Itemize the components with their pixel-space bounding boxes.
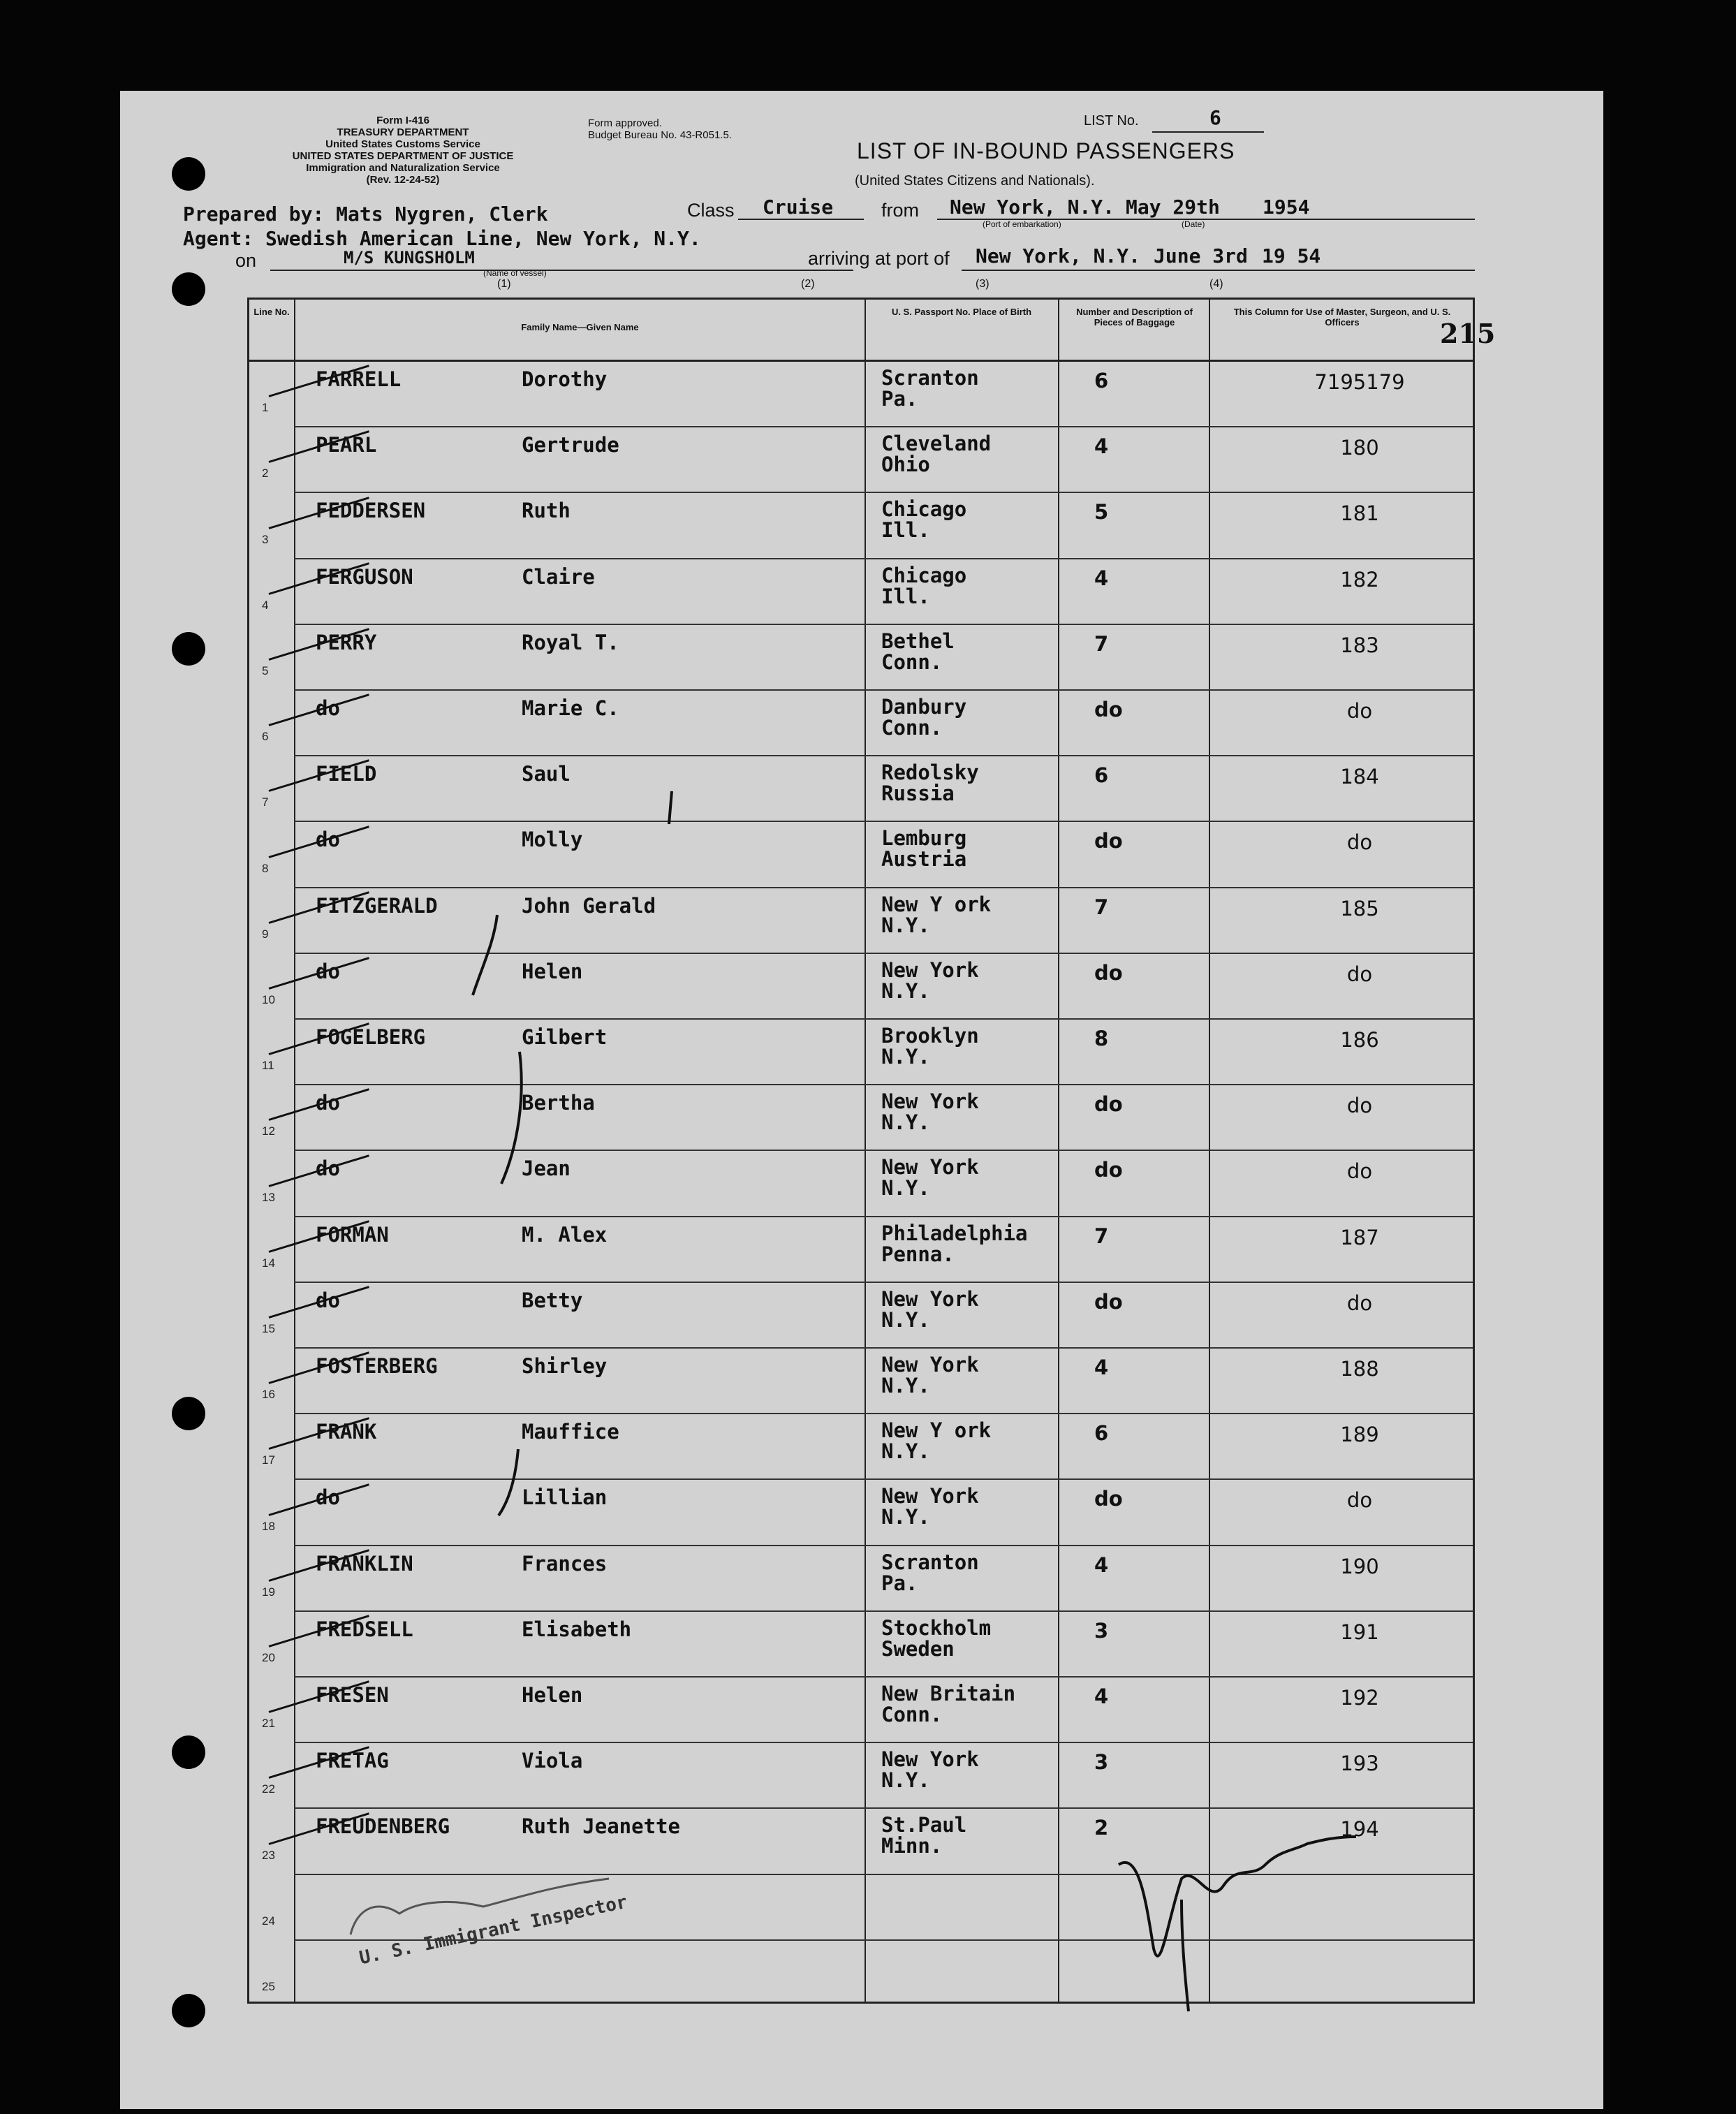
officer-number: 186 <box>1340 1028 1379 1052</box>
class-label: Class <box>687 200 735 221</box>
given-name: Frances <box>522 1551 608 1576</box>
place-of-birth-city: New York <box>881 1089 979 1114</box>
baggage-count: do <box>1094 698 1123 721</box>
officer-number: do <box>1346 830 1373 855</box>
line-number: 13 <box>262 1190 275 1204</box>
baggage-count: 4 <box>1094 1684 1109 1708</box>
arrival-date: June 3rd <box>1154 244 1248 267</box>
place-of-birth-state: Conn. <box>881 649 943 674</box>
line-number: 9 <box>262 927 269 941</box>
place-of-birth-state: N.Y. <box>881 1307 930 1332</box>
col-header-line: Line No. <box>253 307 290 317</box>
handwriting-layer <box>120 91 1603 2109</box>
place-of-birth-city: New York <box>881 1484 979 1509</box>
line-number: 7 <box>262 795 269 809</box>
family-name: FRESEN <box>316 1683 389 1707</box>
agent: Agent: Swedish American Line, New York, N.Y. <box>183 227 701 250</box>
from-year: 1954 <box>1263 196 1310 219</box>
place-of-birth-city: New Britain <box>881 1682 1016 1705</box>
baggage-count: 4 <box>1094 566 1109 590</box>
officer-number: do <box>1346 962 1373 986</box>
form-number: Form I-416 <box>376 115 429 126</box>
line-number: 11 <box>262 1059 274 1073</box>
col-header-passport: U. S. Passport No. Place of Birth <box>891 307 1032 317</box>
place-of-birth-state: N.Y. <box>881 1505 930 1529</box>
line-number: 14 <box>262 1256 275 1270</box>
given-name: Viola <box>522 1749 583 1773</box>
given-name: Helen <box>522 959 583 983</box>
place-of-birth-city: Chicago <box>881 497 967 522</box>
given-name: Jean <box>522 1157 571 1181</box>
place-of-birth-state: Conn. <box>881 1703 943 1726</box>
place-of-birth-state: Ill. <box>881 584 930 608</box>
place-of-birth-city: Lemburg <box>881 826 967 851</box>
line-number: 24 <box>262 1914 275 1928</box>
place-of-birth-state: Conn. <box>881 716 943 740</box>
given-name: Mauffice <box>522 1420 619 1444</box>
given-name: Saul <box>522 762 571 786</box>
family-name: do <box>316 959 340 983</box>
vessel-caption: (Name of vessel) <box>483 268 547 278</box>
line-number: 19 <box>262 1585 275 1599</box>
list-no-label: LIST No. <box>1084 113 1139 129</box>
family-name: FREDSELL <box>316 1617 413 1641</box>
place-of-birth-city: Redolsky <box>881 761 979 785</box>
family-name: FREUDENBERG <box>316 1814 450 1839</box>
family-name: do <box>316 696 340 720</box>
given-name: Gilbert <box>522 1025 608 1049</box>
given-name: Gertrude <box>522 433 619 457</box>
officer-number: 182 <box>1340 567 1379 592</box>
page-number: 215 <box>1440 318 1496 349</box>
line-number: 8 <box>262 861 269 875</box>
officer-number: 184 <box>1340 765 1379 789</box>
baggage-count: do <box>1094 1092 1123 1117</box>
given-name: Ruth <box>522 499 571 523</box>
given-name: Bertha <box>522 1091 595 1115</box>
place-of-birth-city: Chicago <box>881 563 967 587</box>
dept-line: TREASURY DEPARTMENT <box>337 126 469 138</box>
line-number: 18 <box>262 1519 275 1533</box>
place-of-birth-city: Brooklyn <box>881 1024 979 1048</box>
arrival-year: 19 54 <box>1262 244 1321 267</box>
list-number: 6 <box>1209 106 1221 129</box>
officer-number: do <box>1346 699 1373 723</box>
line-number: 12 <box>262 1124 275 1138</box>
line-number: 17 <box>262 1453 275 1467</box>
family-name: FERGUSON <box>316 564 413 589</box>
given-name: Royal T. <box>522 630 619 654</box>
line-number: 4 <box>262 598 269 612</box>
given-name: Molly <box>522 828 583 852</box>
place-of-birth-state: Russia <box>881 781 955 806</box>
col-header-name: Family Name—Given Name <box>521 322 639 332</box>
baggage-count: do <box>1094 1289 1123 1314</box>
budget-number: Budget Bureau No. 43-R051.5. <box>588 129 732 141</box>
line-number: 10 <box>262 992 275 1006</box>
line-number: 16 <box>262 1388 275 1402</box>
given-name: Ruth Jeanette <box>522 1814 680 1839</box>
family-name: FIELD <box>316 762 377 786</box>
family-name: do <box>316 1288 340 1312</box>
family-name: FRETAG <box>316 1749 389 1773</box>
given-name: Claire <box>522 564 595 589</box>
revision: (Rev. 12-24-52) <box>366 174 440 186</box>
date-caption: (Date) <box>1182 219 1205 229</box>
officer-number: 192 <box>1340 1686 1379 1710</box>
baggage-count: 6 <box>1094 369 1109 392</box>
family-name: FITZGERALD <box>316 893 438 918</box>
place-of-birth-city: New Y ork <box>881 1418 992 1443</box>
place-of-birth-state: N.Y. <box>881 1176 930 1201</box>
family-name: FRANK <box>316 1420 377 1444</box>
place-of-birth-state: N.Y. <box>881 1045 930 1069</box>
place-of-birth-city: Scranton <box>881 366 979 390</box>
officer-number: 183 <box>1340 633 1379 657</box>
given-name: Elisabeth <box>522 1617 632 1641</box>
place-of-birth-state: Ohio <box>881 453 930 477</box>
col-number: (1) <box>497 278 511 290</box>
place-of-birth-state: N.Y. <box>881 1110 930 1135</box>
officer-number: do <box>1346 1159 1373 1184</box>
family-name: FRANKLIN <box>316 1551 413 1576</box>
manifest-page <box>120 91 1603 2109</box>
page-title: LIST OF IN-BOUND PASSENGERS <box>857 138 1235 163</box>
place-of-birth-city: New Y ork <box>881 892 992 916</box>
form-approved: Form approved. <box>588 117 662 129</box>
line-number: 15 <box>262 1321 275 1335</box>
given-name: Dorothy <box>522 367 608 391</box>
place-of-birth-state: N.Y. <box>881 913 930 937</box>
line-number: 23 <box>262 1848 275 1862</box>
family-name: FARRELL <box>316 367 402 391</box>
baggage-count: 5 <box>1094 500 1109 524</box>
officer-number: 189 <box>1340 1423 1379 1447</box>
from-date: May 29th <box>1126 196 1220 219</box>
baggage-count: do <box>1094 960 1123 985</box>
given-name: M. Alex <box>522 1222 608 1247</box>
baggage-count: 2 <box>1094 1816 1109 1840</box>
baggage-count: do <box>1094 1487 1123 1511</box>
place-of-birth-city: Danbury <box>881 695 967 719</box>
line-number: 6 <box>262 730 269 744</box>
col-number: (4) <box>1209 278 1223 290</box>
officer-number: 193 <box>1340 1752 1379 1776</box>
officer-number: 180 <box>1340 436 1379 460</box>
line-number: 1 <box>262 401 269 415</box>
officer-number: 191 <box>1340 1620 1379 1644</box>
officer-number: 188 <box>1340 1357 1379 1381</box>
family-name: FEDDERSEN <box>316 499 426 523</box>
place-of-birth-state: Minn. <box>881 1834 943 1858</box>
prepared-by: Prepared by: Mats Nygren, Clerk <box>183 203 548 226</box>
col-number: (3) <box>976 278 990 290</box>
officer-number: do <box>1346 1488 1373 1513</box>
baggage-count: 7 <box>1094 1224 1109 1248</box>
class-value: Cruise <box>763 196 834 219</box>
from-label: from <box>881 200 919 221</box>
place-of-birth-state: N.Y. <box>881 1439 930 1464</box>
family-name: do <box>316 1485 340 1510</box>
place-of-birth-city: St.Paul <box>881 1813 967 1837</box>
immigrant-inspector-stamp: U. S. Immigrant Inspector <box>358 1891 630 1969</box>
dept-line: United States Customs Service <box>325 138 480 150</box>
place-of-birth-state: Ill. <box>881 518 930 543</box>
baggage-count: 7 <box>1094 631 1109 656</box>
given-name: John Gerald <box>522 893 656 918</box>
family-name: FOGELBERG <box>316 1025 426 1049</box>
arriving-label: arriving at port of <box>808 248 950 269</box>
officer-number: do <box>1346 1291 1373 1315</box>
baggage-count: do <box>1094 829 1123 853</box>
dept-line: UNITED STATES DEPARTMENT OF JUSTICE <box>292 150 514 162</box>
from-port: New York, N.Y. <box>950 196 1115 219</box>
place-of-birth-state: Austria <box>881 847 967 872</box>
officer-number: 190 <box>1340 1554 1379 1578</box>
arrival-port: New York, N.Y. <box>976 244 1141 267</box>
vessel-name: M/S KUNGSHOLM <box>344 248 475 267</box>
place-of-birth-state: Pa. <box>881 1571 918 1595</box>
baggage-count: 3 <box>1094 1750 1109 1775</box>
place-of-birth-state: Sweden <box>881 1636 955 1661</box>
place-of-birth-city: New York <box>881 1155 979 1180</box>
place-of-birth-city: Scranton <box>881 1550 979 1574</box>
baggage-count: 6 <box>1094 763 1109 788</box>
place-of-birth-state: N.Y. <box>881 1768 930 1793</box>
place-of-birth-state: Penna. <box>881 1242 955 1266</box>
baggage-count: 3 <box>1094 1618 1109 1643</box>
officer-number: 185 <box>1340 896 1379 920</box>
place-of-birth-city: New York <box>881 957 979 982</box>
baggage-count: 8 <box>1094 1027 1109 1050</box>
baggage-count: 7 <box>1094 895 1109 919</box>
given-name: Lillian <box>522 1485 608 1510</box>
place-of-birth-city: New York <box>881 1747 979 1772</box>
family-name: do <box>316 828 340 852</box>
officer-number: 7195179 <box>1314 370 1405 394</box>
given-name: Betty <box>522 1288 583 1312</box>
place-of-birth-state: Pa. <box>881 387 918 411</box>
baggage-count: 4 <box>1094 434 1109 459</box>
line-number: 3 <box>262 532 269 546</box>
baggage-count: 4 <box>1094 1553 1109 1577</box>
place-of-birth-city: Stockholm <box>881 1615 992 1640</box>
family-name: do <box>316 1091 340 1115</box>
place-of-birth-city: Philadelphia <box>881 1221 1028 1245</box>
line-number: 25 <box>262 1979 275 1993</box>
line-number: 21 <box>262 1717 275 1731</box>
family-name: FORMAN <box>316 1222 389 1247</box>
officer-number: 187 <box>1340 1225 1379 1249</box>
page-subtitle: (United States Citizens and Nationals). <box>855 173 1095 189</box>
baggage-count: 6 <box>1094 1421 1109 1446</box>
officer-number: 194 <box>1340 1817 1379 1842</box>
line-number: 5 <box>262 663 269 677</box>
place-of-birth-city: New York <box>881 1353 979 1377</box>
baggage-count: 4 <box>1094 1356 1109 1379</box>
place-of-birth-state: N.Y. <box>881 1374 930 1397</box>
officer-number: do <box>1346 1094 1373 1118</box>
given-name: Helen <box>522 1683 583 1707</box>
dept-line: Immigration and Naturalization Service <box>306 162 500 174</box>
col-header-baggage: Number and Description of Pieces of Baggage <box>1076 307 1193 328</box>
place-of-birth-state: N.Y. <box>881 978 930 1003</box>
line-number: 2 <box>262 467 269 480</box>
place-of-birth-city: New York <box>881 1286 979 1311</box>
on-label: on <box>235 250 257 271</box>
from-port-caption: (Port of embarkation) <box>983 219 1061 229</box>
family-name: PEARL <box>316 433 377 457</box>
col-header-officers: This Column for Use of Master, Surgeon, and U. S. Officers <box>1233 307 1451 328</box>
place-of-birth-city: Cleveland <box>881 432 992 456</box>
officer-number: 181 <box>1340 501 1379 526</box>
line-number: 22 <box>262 1782 275 1796</box>
line-number: 20 <box>262 1650 275 1664</box>
family-name: PERRY <box>316 630 377 654</box>
given-name: Marie C. <box>522 696 619 720</box>
family-name: FOSTERBERG <box>316 1354 438 1378</box>
baggage-count: do <box>1094 1158 1123 1182</box>
family-name: do <box>316 1157 340 1181</box>
place-of-birth-city: Bethel <box>881 629 955 653</box>
given-name: Shirley <box>522 1354 608 1378</box>
col-number: (2) <box>801 278 815 290</box>
